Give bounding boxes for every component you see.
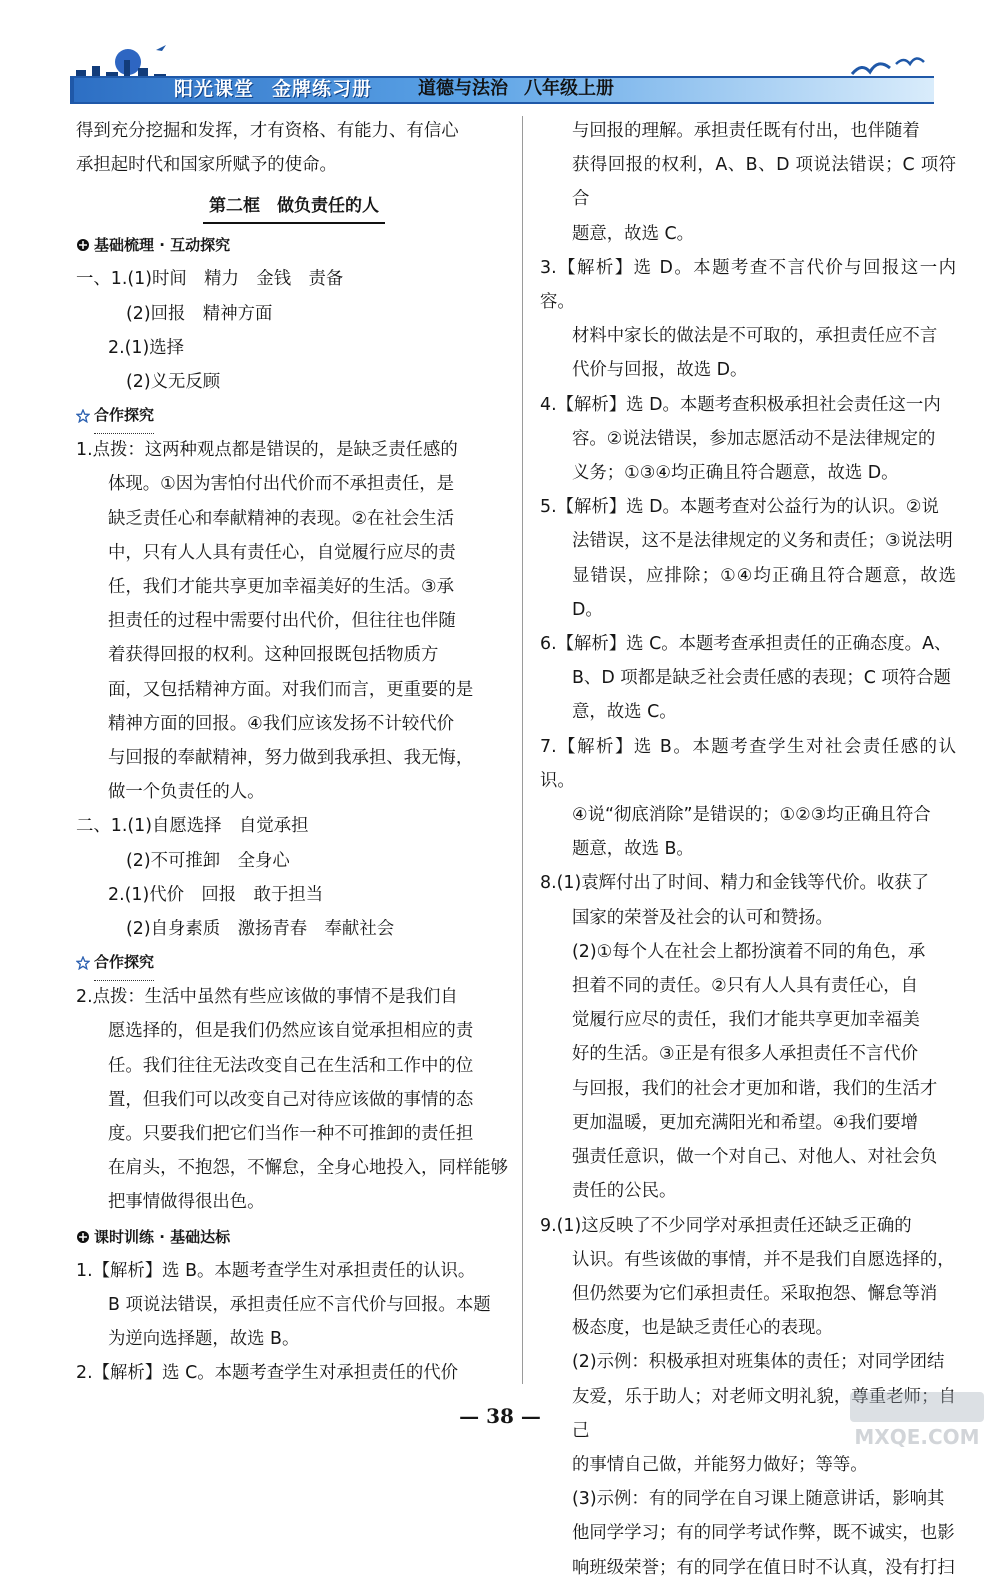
text-line: 3.【解析】选 D。本题考查不言代价与回报这一内容。 xyxy=(540,257,956,313)
text-line: 1.点拨：这两种观点都是错误的，是缺乏责任感的 xyxy=(76,440,458,461)
text-line: 中，只有人人具有责任心，自觉履行应尽的责 xyxy=(108,542,456,563)
right-column xyxy=(540,114,956,1585)
text-line: 度。只要我们把它们当作一种不可推卸的责任担 xyxy=(108,1124,474,1145)
section-heading: 合作探究 xyxy=(76,399,512,433)
text-line: 缺乏责任心和奉献精神的表现。②在社会生活 xyxy=(108,508,455,529)
answer-line: 二、1.(1)自愿选择 自觉承担 xyxy=(76,816,309,837)
text-line: 承担起时代和国家所赋予的使命。 xyxy=(76,155,337,176)
answer-line: (2)回报 精神方面 xyxy=(126,303,273,324)
text-line: 6.【解析】选 C。本题考查承担责任的正确态度。A、 xyxy=(540,634,952,655)
section-title: 第二框 做负责任的人 xyxy=(76,192,512,224)
text-line: 显错误，应排除；①④均正确且符合题意，故选 D。 xyxy=(572,565,956,620)
text-line: 材料中家长的做法是不可取的，承担责任应不言 xyxy=(572,326,938,347)
text-line: 国家的荣誉及社会的认可和赞扬。 xyxy=(572,907,833,928)
text-line: 精神方面的回报。④我们应该发扬不计较代价 xyxy=(108,713,455,734)
text-line: 1.【解析】选 B。本题考查学生对承担责任的认识。 xyxy=(76,1260,476,1281)
text-line: 7.【解析】选 B。本题考查学生对社会责任感的认识。 xyxy=(540,736,956,791)
text-line: B、D 项都是缺乏社会责任感的表现；C 项符合题 xyxy=(572,668,951,689)
seagulls-icon xyxy=(846,50,936,84)
text-line: 愿选择的，但是我们仍然应该自觉承担相应的责 xyxy=(108,1021,474,1042)
text-line: (3)示例：有的同学在自习课上随意讲话，影响其 xyxy=(572,1489,945,1510)
text-line: 题意，故选 C。 xyxy=(572,223,695,244)
text-line: 体现。①因为害怕付出代价而不承担责任，是 xyxy=(108,474,455,495)
text-line: 做一个负责任的人。 xyxy=(108,782,265,803)
page-header xyxy=(66,40,950,108)
text-line: 认识。有些该做的事情，并不是我们自愿选择的， xyxy=(572,1249,955,1270)
text-line: 置，但我们可以改变自己对待应该做的事情的态 xyxy=(108,1089,474,1110)
answer-line: 一、1.(1)时间 精力 金钱 责备 xyxy=(76,269,344,290)
text-line: 得到充分挖掘和发挥，才有资格、有能力、有信心 xyxy=(76,121,459,141)
text-line: 2.点拨：生活中虽然有些应该做的事情不是我们自 xyxy=(76,987,458,1008)
text-line: 与回报的理解。承担责任既有付出，也伴随着 xyxy=(572,121,920,141)
text-line: ④说“彻底消除”是错误的；①②③均正确且符合 xyxy=(572,805,931,826)
text-line: 把事情做得很出色。 xyxy=(108,1192,265,1213)
book-icon xyxy=(76,238,90,252)
text-line: (2)①每个人在社会上都扮演着不同的角色，承 xyxy=(572,941,926,962)
series-title-1: 阳光课堂 xyxy=(174,78,255,100)
answer-line: (2)自身素质 激扬青春 奉献社会 xyxy=(126,919,395,940)
text-line: (2)示例：积极承担对班集体的责任；对同学团结 xyxy=(572,1352,945,1373)
text-line: 的事情自己做，并能努力做好；等等。 xyxy=(572,1454,868,1475)
answer-line: 2.(1)选择 xyxy=(108,337,185,358)
watermark-text: MXQE.COM xyxy=(854,1425,980,1449)
text-line: 题意，故选 B。 xyxy=(572,839,694,860)
text-line: 任，我们才能共享更加幸福美好的生活。③承 xyxy=(108,577,455,598)
section-heading: 课时训练 · 基础达标 xyxy=(76,1220,512,1254)
text-line: 强责任意识，做一个对自己、对他人、对社会负 xyxy=(572,1147,938,1168)
text-line: 9.(1)这反映了不少同学对承担责任还缺乏正确的 xyxy=(540,1215,912,1236)
text-line: 着获得回报的权利。这种回报既包括物质方 xyxy=(108,645,439,666)
text-line: 法错误，这不是法律规定的义务和责任；③说法明 xyxy=(572,531,953,552)
site-watermark xyxy=(842,1388,992,1452)
text-line: 8.(1)袁辉付出了时间、精力和金钱等代价。收获了 xyxy=(540,873,930,894)
text-line: 获得回报的权利，A、B、D 项说法错误；C 项符合 xyxy=(572,155,956,210)
star-icon xyxy=(76,956,90,970)
text-line: 责任的公民。 xyxy=(572,1181,677,1202)
answer-line: (2)不可推卸 全身心 xyxy=(126,850,290,871)
answer-line: (2)义无反顾 xyxy=(126,372,221,393)
text-line: 与回报的奉献精神，努力做到我承担、我无悔， xyxy=(108,748,474,769)
text-line: 任。我们往往无法改变自己在生活和工作中的位 xyxy=(108,1055,474,1076)
text-line: 5.【解析】选 D。本题考查对公益行为的认识。②说 xyxy=(540,497,939,518)
text-line: 极态度，也是缺乏责任心的表现。 xyxy=(572,1318,833,1339)
text-line: 为逆向选择题，故选 B。 xyxy=(108,1329,300,1350)
text-line: 代价与回报，故选 D。 xyxy=(572,360,748,381)
text-line: 更加温暖，更加充满阳光和希望。④我们要增 xyxy=(572,1112,919,1133)
text-line: 担着不同的责任。②只有人人具有责任心，自 xyxy=(572,976,919,997)
text-line: 意，故选 C。 xyxy=(572,702,677,723)
subject-title xyxy=(418,76,630,102)
answer-line: 2.(1)代价 回报 敢于担当 xyxy=(108,884,324,905)
subject-name: 道德与法治 xyxy=(418,78,508,99)
text-line: 义务；①③④均正确且符合题意，故选 D。 xyxy=(572,463,899,484)
section-heading: 合作探究 xyxy=(76,946,512,980)
text-line: 觉履行应尽的责任，我们才能共享更加幸福美 xyxy=(572,1010,920,1031)
book-icon xyxy=(76,1230,90,1244)
text-line: 响班级荣誉；有的同学在值日时不认真，没有打扫 xyxy=(572,1557,955,1578)
text-line: 面，又包括精神方面。对我们而言，更重要的是 xyxy=(108,679,474,700)
text-line: 担责任的过程中需要付出代价，但往往也伴随 xyxy=(108,611,456,632)
text-line: 容。②说法错误，参加志愿活动不是法律规定的 xyxy=(572,428,936,449)
grade-name: 八年级上册 xyxy=(524,78,614,99)
column-divider xyxy=(522,116,523,1384)
left-column xyxy=(76,114,512,1391)
page-number: — 38 — xyxy=(459,1404,541,1428)
text-line: 但仍然要为它们承担责任。采取抱怨、懈怠等消 xyxy=(572,1283,938,1304)
text-line: 好的生活。③正是有很多人承担责任不言代价 xyxy=(572,1044,919,1065)
text-line: 与回报，我们的社会才更加和谐，我们的生活才 xyxy=(572,1078,938,1099)
series-title-2: 金牌练习册 xyxy=(272,78,373,100)
section-heading: 基础梳理 · 互动探究 xyxy=(76,228,512,262)
text-line: 友爱，乐于助人；对老师文明礼貌，尊重老师；自己 xyxy=(572,1386,956,1441)
text-line: 他同学学习；有的同学考试作弊，既不诚实，也影 xyxy=(572,1523,955,1544)
text-line: B 项说法错误，承担责任应不言代价与回报。本题 xyxy=(108,1294,491,1315)
star-icon xyxy=(76,409,90,423)
text-line: 2.【解析】选 C。本题考查学生对承担责任的代价 xyxy=(76,1363,459,1384)
text-line: 在肩头，不抱怨，不懈怠，全身心地投入，同样能够 xyxy=(108,1158,508,1179)
series-title xyxy=(174,76,390,102)
text-line: 4.【解析】选 D。本题考查积极承担社会责任这一内 xyxy=(540,394,941,415)
